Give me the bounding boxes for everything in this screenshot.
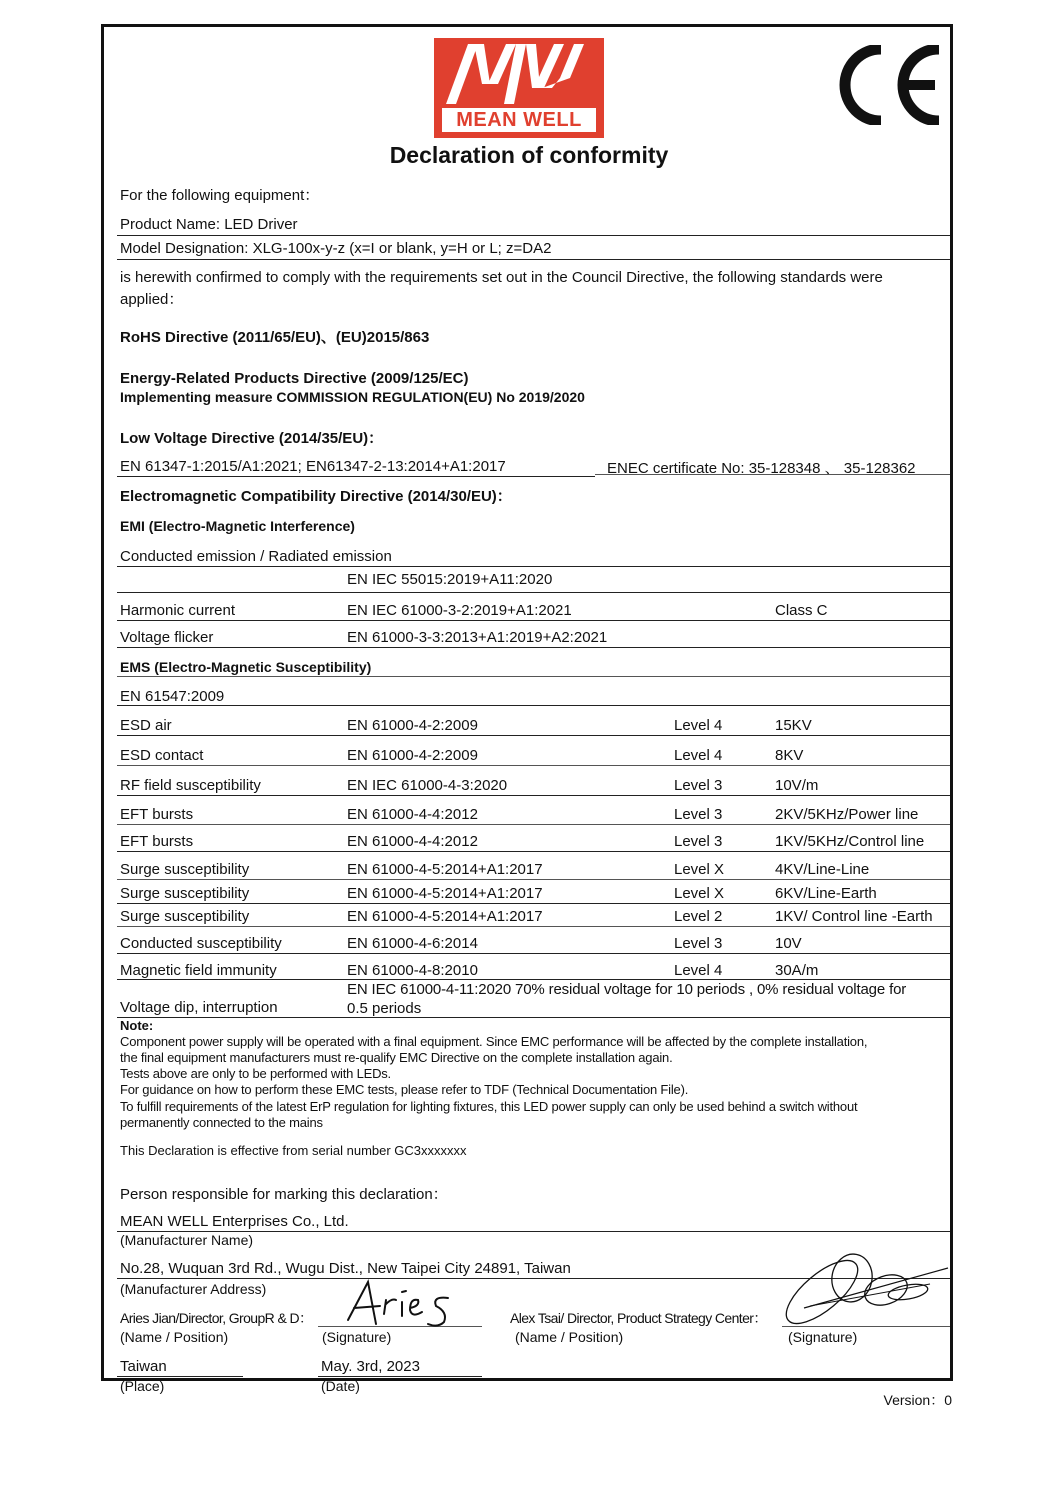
signer2-name-position: Alex Tsai/ Director, Product Strategy Center：	[510, 1310, 767, 1326]
divider	[117, 235, 950, 236]
table-row: EN IEC 55015:2019+A11:2020	[347, 571, 553, 588]
divider	[117, 795, 950, 796]
lvd-standards: EN 61347-1:2015/A1:2021; EN61347-2-13:2014+A1:2017	[120, 458, 506, 475]
ce-mark-icon	[835, 45, 945, 125]
page-title: Declaration of conformity	[389, 142, 669, 168]
table-row: Conducted susceptibility EN 61000-4-6:2014 Level 3 10V	[120, 935, 802, 952]
table-row: Harmonic current EN IEC 61000-3-2:2019+A1:2021 Class C	[120, 602, 828, 619]
erp-directive-title: Energy-Related Products Directive (2009/125/EC)	[120, 370, 469, 387]
note-label: Note:	[120, 1018, 154, 1033]
table-row: RF field susceptibility EN IEC 61000-4-3:2020 Level 3 10V/m	[120, 777, 819, 794]
table-row: Magnetic field immunity EN 61000-4-8:2010 Level 4 30A/m	[120, 962, 819, 979]
emi-subtitle: Conducted emission / Radiated emission	[120, 548, 392, 565]
divider	[117, 879, 950, 880]
version-label: Version：0	[883, 1392, 952, 1408]
manufacturer-address-label: (Manufacturer Address)	[120, 1281, 267, 1297]
divider	[117, 259, 950, 260]
divider	[117, 903, 950, 904]
divider	[117, 765, 950, 766]
voltage-dip-name: Voltage dip, interruption	[120, 999, 278, 1016]
table-row: Surge susceptibility EN 61000-4-5:2014+A1:2017 Level X 6KV/Line-Earth	[120, 885, 877, 902]
note-line: To fulfill requirements of the latest ErP regulation for lighting fixtures, this LED power supply can only be used behind a switch without	[120, 1099, 858, 1114]
signature1-image	[340, 1278, 460, 1338]
erp-implementing-measure: Implementing measure COMMISSION REGULATION(EU) No 2019/2020	[120, 389, 585, 405]
table-row: EFT bursts EN 61000-4-4:2012 Level 3 2KV/5KHz/Power line	[120, 806, 919, 823]
place-line	[117, 1376, 243, 1377]
voltage-dip-standard-line1: EN IEC 61000-4-11:2020 70% residual voltage for 10 periods , 0% residual voltage for	[347, 981, 907, 998]
rohs-directive: RoHS Directive (2011/65/EU)、(EU)2015/863	[120, 329, 430, 346]
divider	[117, 953, 950, 954]
table-row: Voltage flicker EN 61000-3-3:2013+A1:2019+A2:2021	[120, 629, 608, 646]
divider	[117, 979, 950, 980]
table-row: Surge susceptibility EN 61000-4-5:2014+A1:2017 Level 2 1KV/ Control line -Earth	[120, 908, 933, 925]
manufacturer-name: MEAN WELL Enterprises Co., Ltd.	[120, 1213, 349, 1230]
name-position-label: (Name / Position)	[120, 1329, 229, 1345]
divider	[117, 620, 950, 621]
serial-number-statement: This Declaration is effective from serial number GC3xxxxxxx	[120, 1143, 467, 1158]
date-line	[318, 1376, 482, 1377]
manufacturer-address: No.28, Wuquan 3rd Rd., Wugu Dist., New Taipei City 24891, Taiwan	[120, 1260, 571, 1277]
model-designation: Model Designation: XLG-100x-y-z (x=I or blank, y=H or L; z=DA2	[120, 240, 552, 257]
note-line: Tests above are only to be performed with LEDs.	[120, 1066, 391, 1081]
manufacturer-name-label: (Manufacturer Name)	[120, 1232, 254, 1248]
divider	[117, 926, 950, 927]
ems-subtitle: EN 61547:2009	[120, 688, 225, 705]
equipment-intro: For the following equipment：	[120, 187, 320, 204]
divider	[117, 1017, 950, 1018]
emc-directive-title: Electromagnetic Compatibility Directive (2014/30/EU)：	[120, 488, 512, 505]
divider	[117, 824, 950, 825]
divider	[117, 566, 950, 567]
logo-wordmark: MEAN WELL	[442, 108, 596, 132]
table-row: Surge susceptibility EN 61000-4-5:2014+A1:2017 Level X 4KV/Line-Line	[120, 861, 870, 878]
note-line: For guidance on how to perform these EMC tests, please refer to TDF (Technical Documentation File).	[120, 1082, 689, 1097]
lvd-title: Low Voltage Directive (2014/35/EU)：	[120, 430, 384, 447]
note-line: permanently connected to the mains	[120, 1115, 323, 1130]
compliance-statement-line2: applied：	[120, 291, 184, 308]
mean-well-logo	[434, 38, 604, 138]
divider	[117, 592, 950, 593]
divider	[117, 647, 950, 648]
signer1-name-position: Aries Jian/Director, GroupR & D：	[120, 1310, 313, 1326]
enec-certificate: ENEC certificate No: 35-128348 、 35-128362	[607, 460, 916, 477]
date-value: May. 3rd, 2023	[321, 1358, 420, 1375]
table-row: ESD contact EN 61000-4-2:2009 Level 4 8KV	[120, 747, 804, 764]
table-row: EFT bursts EN 61000-4-4:2012 Level 3 1KV/5KHz/Control line	[120, 833, 925, 850]
divider	[117, 851, 950, 852]
note-line: Component power supply will be operated with a final equipment. Since EMC performance will be affected by the complete installation,	[120, 1034, 868, 1049]
responsible-intro: Person responsible for marking this declaration：	[120, 1186, 448, 1203]
divider	[117, 676, 950, 677]
divider	[595, 474, 950, 475]
voltage-dip-standard-line2: 0.5 periods	[347, 1000, 422, 1017]
divider	[117, 476, 595, 477]
signature2-image	[780, 1248, 950, 1328]
table-row: ESD air EN 61000-4-2:2009 Level 4 15KV	[120, 717, 812, 734]
note-line: the final equipment manufacturers must re-qualify EMC Directive on the complete installation again.	[120, 1050, 673, 1065]
divider	[117, 735, 950, 736]
place-value: Taiwan	[120, 1358, 167, 1375]
mw-logo-icon	[434, 38, 604, 108]
emi-title: EMI (Electro-Magnetic Interference)	[120, 518, 355, 534]
place-label: (Place)	[120, 1378, 165, 1394]
name-position-label: (Name / Position)	[515, 1329, 624, 1345]
signature-label: (Signature)	[788, 1329, 858, 1345]
date-label: (Date)	[321, 1378, 360, 1394]
product-name: Product Name: LED Driver	[120, 216, 298, 233]
signature-label: (Signature)	[322, 1329, 392, 1345]
compliance-statement-line1: is herewith confirmed to comply with the requirements set out in the Council Directive, the following standards were	[120, 269, 883, 286]
ems-title: EMS (Electro-Magnetic Susceptibility)	[120, 659, 372, 675]
divider	[117, 705, 950, 706]
